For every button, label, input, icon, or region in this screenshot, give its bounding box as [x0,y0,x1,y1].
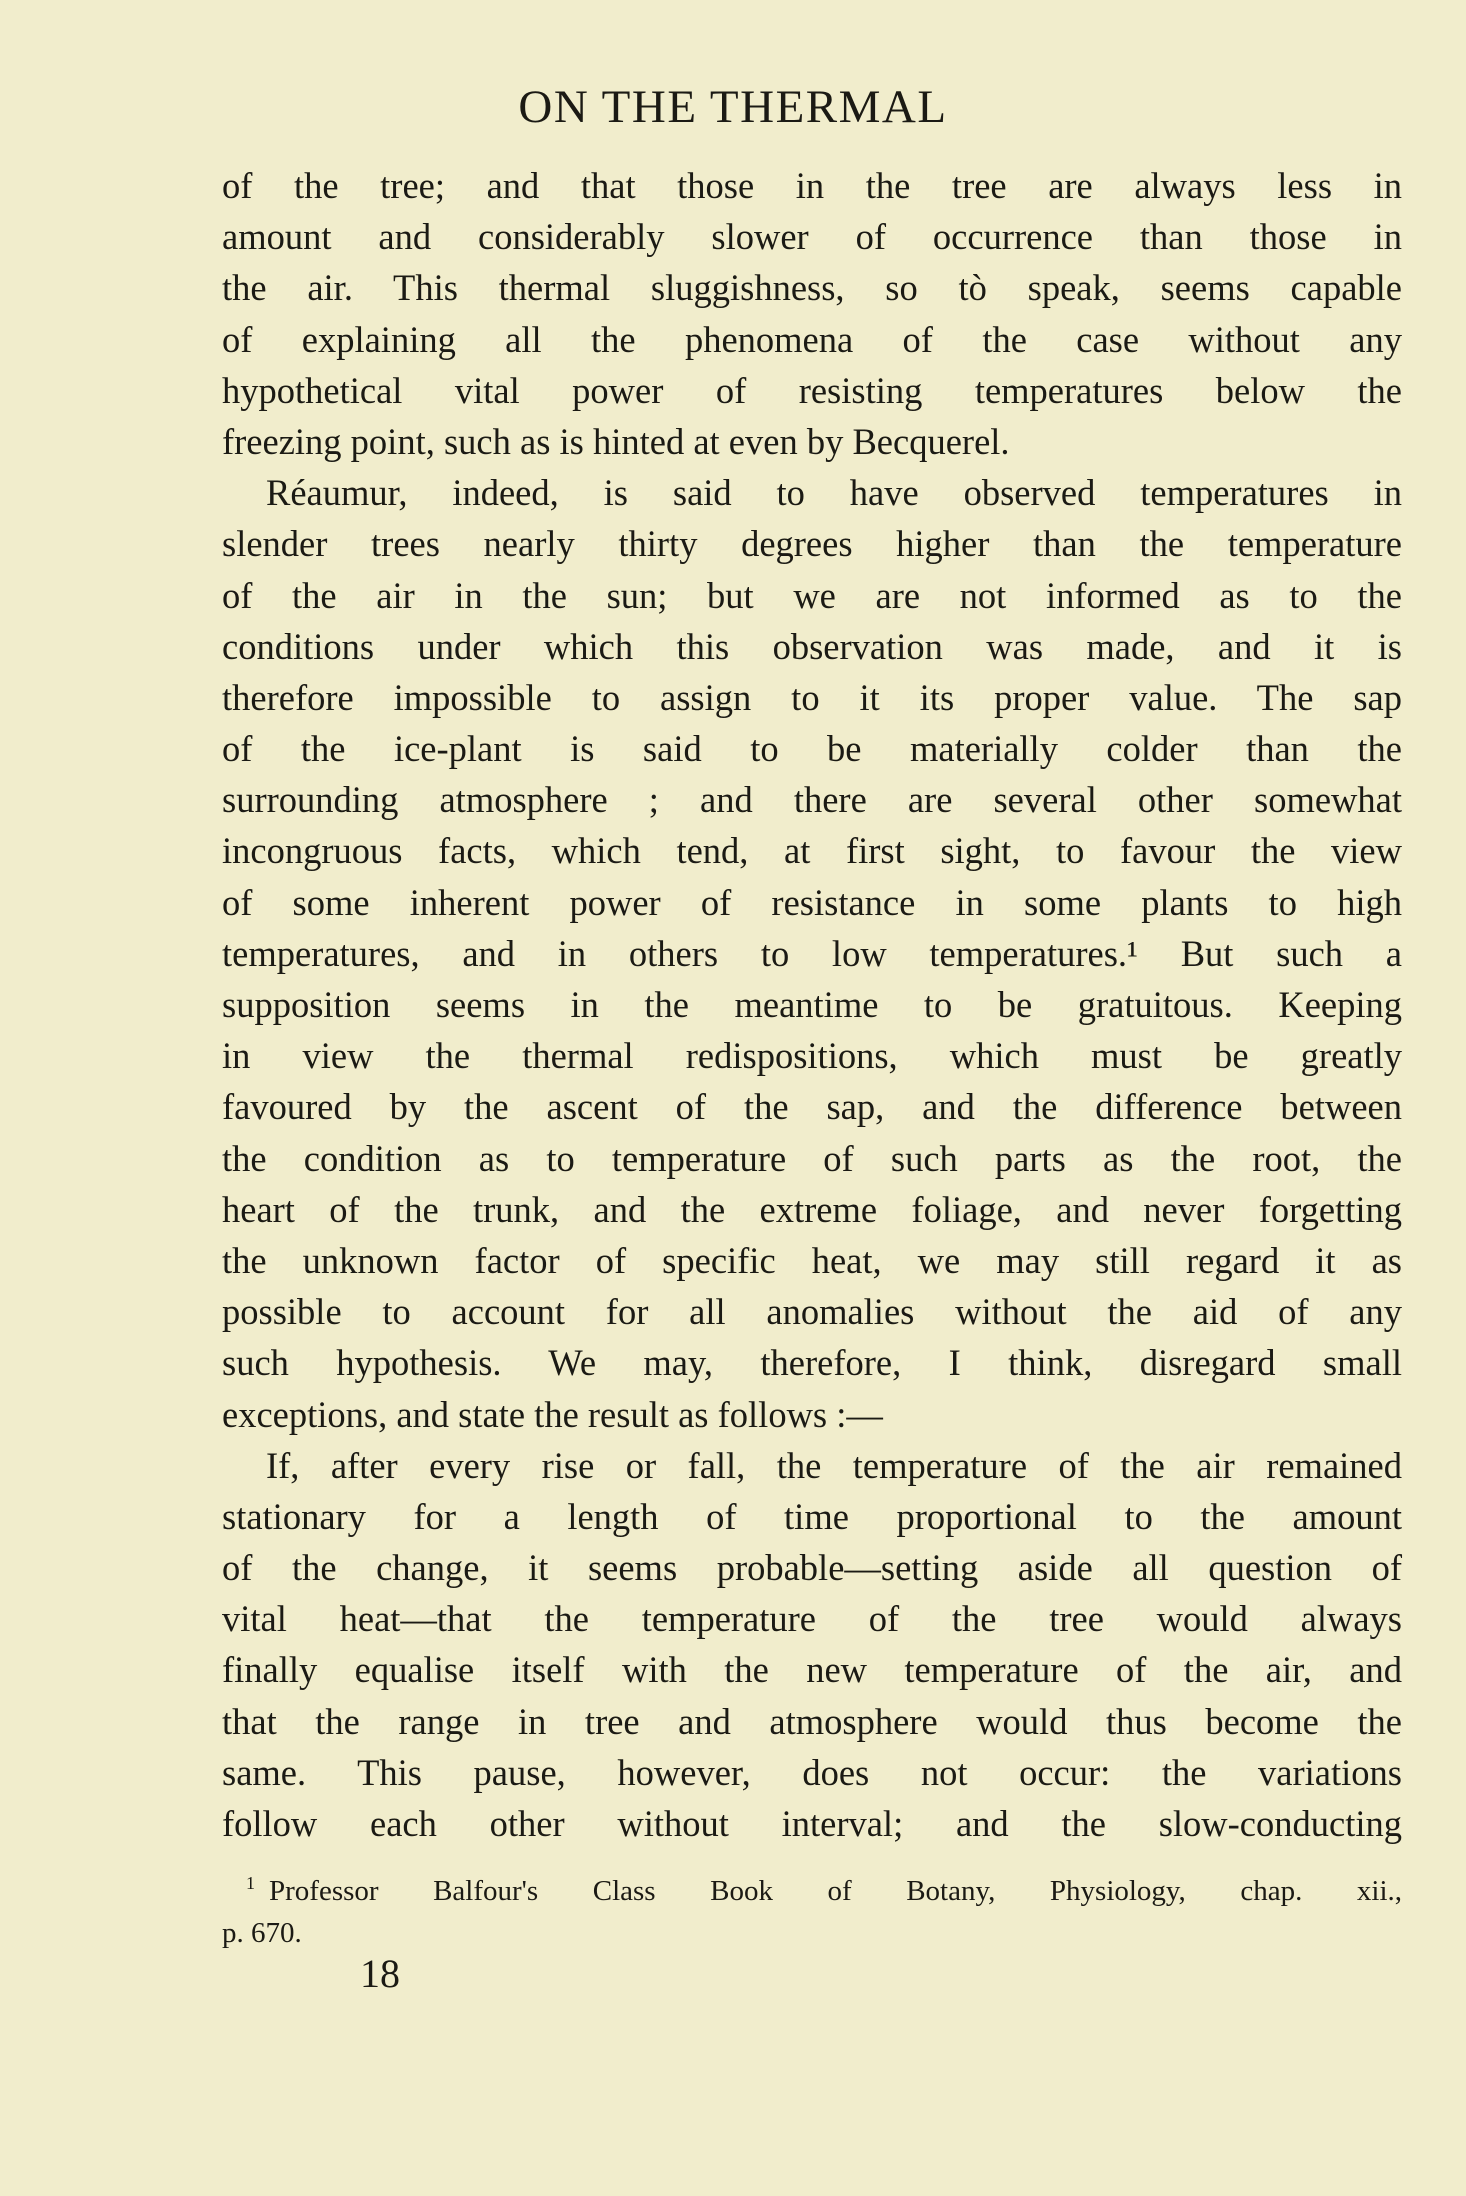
text-line: the air. This thermal sluggishness, so tò speak, seems capable [222,267,1402,309]
running-head: ON THE THERMAL [518,81,948,133]
body-text [222,160,1402,1849]
paragraph [222,160,1402,467]
text-line: If, after every rise or fall, the temperature of the air remained [266,1444,1402,1486]
text-line: conditions under which this observation was made, and it is [222,625,1402,667]
page-number: 18 [360,1951,400,1996]
text-line: such hypothesis. We may, therefore, I think, disregard small [222,1342,1402,1384]
text-line: of the ice-plant is said to be materially colder than the [222,728,1402,770]
text-line: of the air in the sun; but we are not informed as to the [222,574,1402,616]
text-line: therefore impossible to assign to it its proper value. The sap [222,676,1402,718]
text-line: temperatures, and in others to low temperatures.¹ But such a [222,932,1402,974]
paragraph [222,1440,1402,1850]
text-line: same. This pause, however, does not occur: the variations [222,1751,1402,1793]
text-line: heart of the trunk, and the extreme foliage, and never forgetting [222,1188,1402,1230]
text-line: exceptions, and state the result as follows :— [222,1393,883,1435]
footnote-line [222,1862,1402,1912]
text-line: finally equalise itself with the new temperature of the air, and [222,1649,1402,1691]
footnote [222,1862,1402,1954]
text-line: possible to account for all anomalies without the aid of any [222,1291,1402,1333]
text-line: slender trees nearly thirty degrees higher than the temperature [222,523,1402,565]
footnote-mark: 1 [246,1873,255,1893]
text-line: in view the thermal redispositions, which must be greatly [222,1035,1402,1077]
text-line: incongruous facts, which tend, at first sight, to favour the view [222,830,1402,872]
text-line: of some inherent power of resistance in some plants to high [222,881,1402,923]
paragraph [222,467,1402,1440]
text-line: surrounding atmosphere ; and there are several other somewhat [222,779,1402,821]
text-line: Réaumur, indeed, is said to have observed temperatures in [266,472,1402,514]
footnote-line: p. 670. [222,1917,302,1949]
footnote-text: Professor Balfour's Class Book of Botany, Physiology, chap. xii., [269,1875,1402,1907]
text-line: favoured by the ascent of the sap, and the difference between [222,1086,1402,1128]
text-line: supposition seems in the meantime to be gratuitous. Keeping [222,984,1402,1025]
text-line: the unknown factor of specific heat, we may still regard it as [222,1239,1402,1281]
text-line: of the tree; and that those in the tree are always less in [222,165,1402,206]
text-line: of the change, it seems probable—setting aside all question of [222,1547,1402,1589]
text-line: the condition as to temperature of such parts as the root, the [222,1137,1402,1179]
text-line: of explaining all the phenomena of the case without any [222,318,1402,360]
text-line: freezing point, such as is hinted at even by Becquerel. [222,420,1010,462]
text-line: vital heat—that the temperature of the tree would always [222,1598,1402,1640]
text-line: follow each other without interval; and the slow-conducting [222,1803,1402,1844]
text-line: stationary for a length of time proportional to the amount [222,1495,1402,1537]
text-line: amount and considerably slower of occurrence than those in [222,216,1402,258]
text-line: hypothetical vital power of resisting temperatures below the [222,369,1402,411]
text-line: that the range in tree and atmosphere would thus become the [222,1700,1402,1742]
